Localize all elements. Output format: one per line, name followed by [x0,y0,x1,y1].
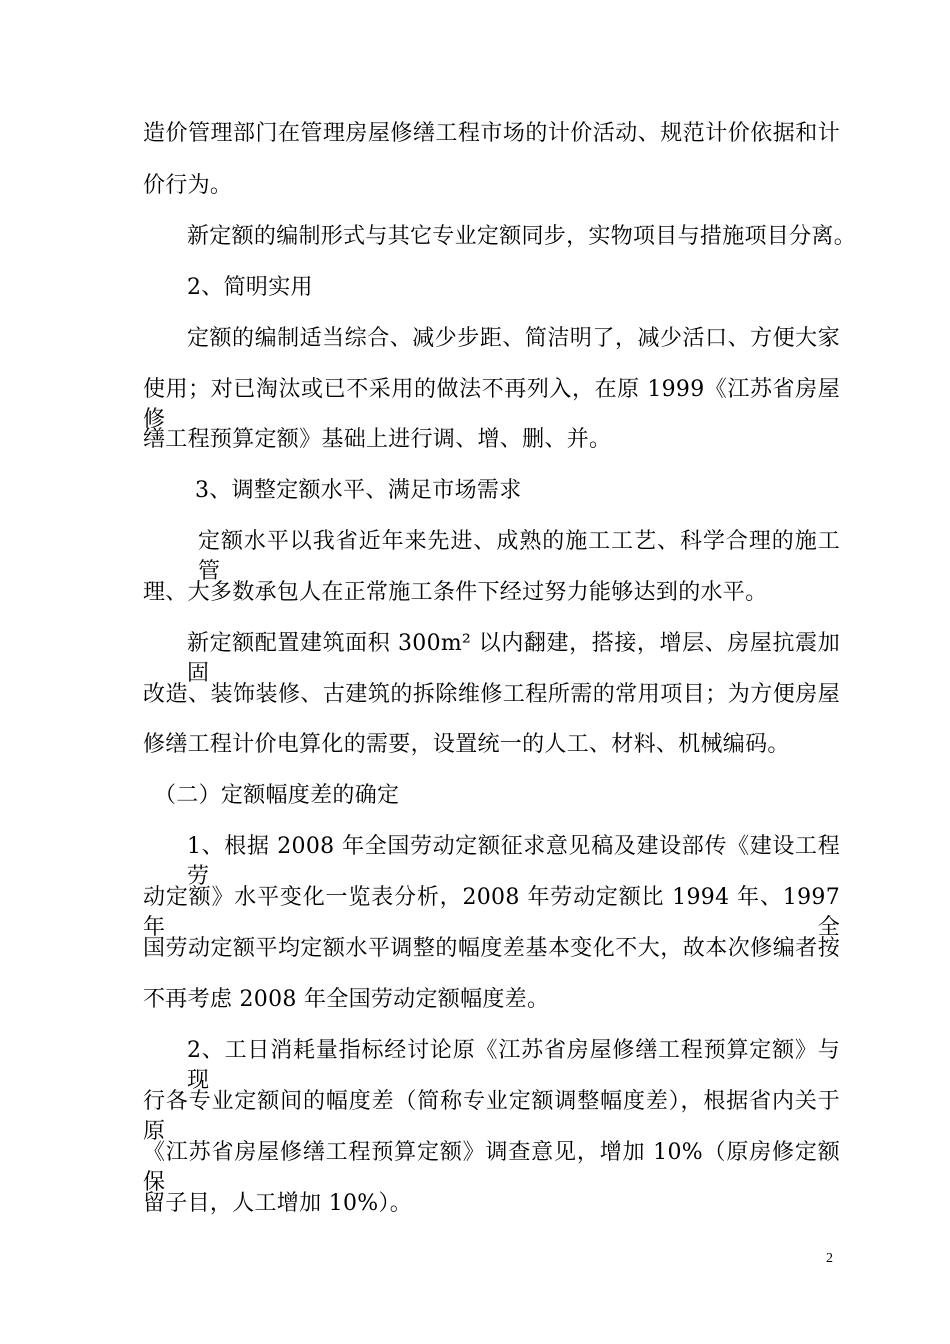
paragraph-line: 《江苏省房屋修缮工程预算定额》调查意见，增加 10%（原房修定额保 [143,1140,840,1195]
paragraph-line: 改造、装饰装修、古建筑的拆除维修工程所需的常用项目；为方便房屋 [143,682,840,707]
section-heading: 2、简明实用 [187,275,313,300]
paragraph-line: 使用；对已淘汰或已不采用的做法不再列入，在原 1999《江苏省房屋修 [143,377,840,432]
paragraph-line: 动定额》水平变化一览表分析，2008 年劳动定额比 1994 年、1997 年全 [143,885,840,940]
paragraph-line: 定额的编制适当综合、减少步距、简洁明了，减少活口、方便大家 [187,326,840,351]
paragraph-line: 新定额的编制形式与其它专业定额同步，实物项目与措施项目分离。 [187,224,857,249]
paragraph-line: 修缮工程计价电算化的需要，设置统一的人工、材料、机械编码。 [143,732,790,757]
section-heading: 3、调整定额水平、满足市场需求 [195,478,522,503]
paragraph-line: 定额水平以我省近年来先进、成熟的施工工艺、科学合理的施工管 [198,529,840,584]
paragraph-line: 1、根据 2008 年全国劳动定额征求意见稿及建设部传《建设工程劳 [187,834,840,889]
paragraph-line: 缮工程预算定额》基础上进行调、增、删、并。 [143,427,612,452]
paragraph-line: 理、大多数承包人在正常施工条件下经过努力能够达到的水平。 [143,580,768,605]
paragraph-line: 行各专业定额间的幅度差（简称专业定额调整幅度差），根据省内关于原 [143,1089,840,1144]
page-number: 2 [826,1251,833,1266]
paragraph-line: 国劳动定额平均定额水平调整的幅度差基本变化不大，故本次修编者按 [143,936,840,961]
paragraph-line: 新定额配置建筑面积 300m² 以内翻建，搭接，增层、房屋抗震加固 [187,631,840,686]
paragraph-line: 价行为。 [143,173,233,198]
paragraph-line: 造价管理部门在管理房屋修缮工程市场的计价活动、规范计价依据和计 [143,121,840,146]
paragraph-line: 不再考虑 2008 年全国劳动定额幅度差。 [143,987,550,1012]
paragraph-line: 2、工日消耗量指标经讨论原《江苏省房屋修缮工程预算定额》与现 [187,1038,840,1093]
section-heading: （二）定额幅度差的确定 [154,783,400,808]
paragraph-line: 留子目，人工增加 10%）。 [143,1191,413,1216]
